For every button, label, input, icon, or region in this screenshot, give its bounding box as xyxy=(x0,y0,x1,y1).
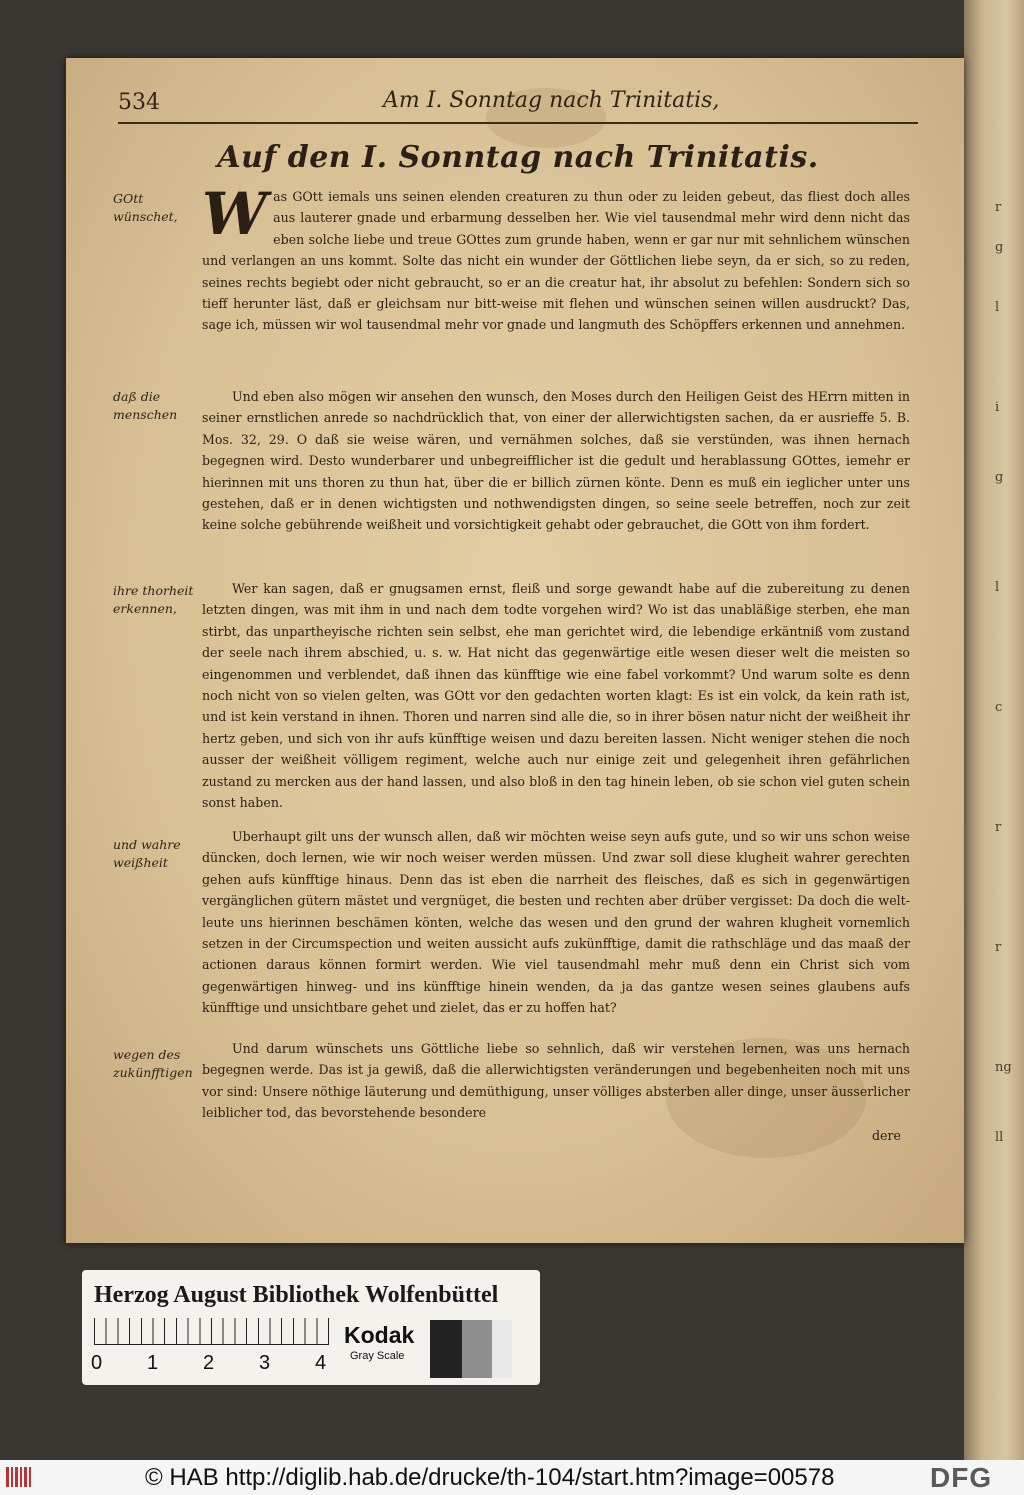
paragraph xyxy=(202,826,910,1019)
library-name: Herzog August Bibliothek Wolfenbüttel xyxy=(94,1282,499,1308)
edge-letter: ng xyxy=(995,1060,1012,1075)
paragraph xyxy=(202,180,910,336)
edge-letter: r xyxy=(995,940,1002,955)
ruler-scale xyxy=(94,1318,329,1345)
kodak-brand: Kodak xyxy=(344,1322,415,1348)
kodak-subtitle: Gray Scale xyxy=(350,1350,405,1362)
paragraph-text: Wer kan sagen, daß er gnugsamen ernst, fleiß und sorge gewandt habe auf die zubereitung zu denen letzten dingen, was mit ihm in und nach dem todte vorgehen wird? Wo ist das unabläßige sterben, ehe man stirbt, das unpartheyische richten sein selbst, ehe man gerichtet wird, die lebendige erkäntniß vom zustand der seele nach ihrem abschied, u. s. w. Hat nicht das gegenwärtige eitle wesen dieser welt die meisten so eingenommen und verblendet, daß ihnen das künfftige wie eine fabel vorkommt? Und warum solte es denn noch nicht von so vielen gelten, was GOtt vor den gedachten worten klagt: Es ist ein volck, da kein rath ist, und ist kein verstand in ihnen. Thoren und narren sind alle die, so in ihrer bösen natur nicht der weißheit ihr hertz geben, und sich von ihr aufs künfftige weisen und dazu bereiten lassen. Nicht weniger stehen die noch ausser der weißheit völligem regiment, welche auch nur einige zeit und gelegenheit ihren gefährlichen zustand zu mercken aus der hand lassen, und also bloß in den tag hinein leben, ob sie schon viel guten schein sonst haben. xyxy=(202,581,910,811)
barcode-icon xyxy=(6,1467,32,1487)
edge-letter: l xyxy=(995,580,1000,595)
adjacent-page-edge xyxy=(964,0,1024,1460)
margin-note: daß die menschen xyxy=(113,389,178,422)
ruler-number: 2 xyxy=(203,1352,215,1374)
edge-letter: r xyxy=(995,200,1002,215)
edge-letter: ll xyxy=(995,1130,1004,1145)
edge-letter: g xyxy=(995,240,1004,255)
gray-patch-dark xyxy=(430,1320,462,1378)
ruler-number: 3 xyxy=(259,1352,271,1374)
paragraph-text: Uberhaupt gilt uns der wunsch allen, daß wir möchten weise seyn aufs gute, und so wir uns schon weise düncken, doch lernen, wie wir noch weiser werden müssen. Und zwar soll diese klugheit wahrer gerechten gehen aufs künfftige hinaus. Denn das ist eben die narrheit des fleisches, daß es sich in gegenwärtigen vergänglichen gütern mästet und vergnüget, die besten und rechten aber drüber vergisset: Da doch die welt-leute uns hierinnen beschämen könten, welche das wesen und den grund der wahren klugheit vornemlich setzen in der Circumspection und weiten aussicht aufs zukünfftige, damit die rathschläge und das maaß der actionen daraus können formirt werden. Wie viel tausendmahl mehr muß denn ein Christ sich vom gegenwärtigen hinweg- und ins künfftige hinein wenden, da ja das gantze wesen seines glaubens aufs künfftige und unsichtbare gehet und zielet, das er zu hoffen hat? xyxy=(202,829,910,1016)
margin-note: GOtt wünschet, xyxy=(113,191,178,224)
gray-patch-light xyxy=(492,1320,512,1378)
margin-note: ihre thorheit erkennen, xyxy=(113,583,194,616)
page-header xyxy=(118,86,918,122)
paragraph-text: as GOtt iemals uns seinen elenden creaturen zu thun oder zu leiden gebeut, das fliest doch alles aus lauterer gnade und erbarmung desselben her. Wie viel tausendmal mehr wird denn nicht das eben solche liebe und treue GOttes zum grunde haben, wenn er gar nur mit sehnlichem wünschen und verlangen an uns kommt. Solte das nicht ein wunder der Göttlichen liebe seyn, da er sich, so zu reden, seines rechts begiebt oder nicht gebraucht, so er an die creatur hat, ihr absolut zu befehlen: Sondern sich so tieff herunter läst, daß er gleichsam nur bitt-weise mit flehen und wünschen seinen willen ausdruckt? Das, sage ich, müssen wir wol tausendmal mehr vor gnade und langmuth des Schöpffers erkennen und annehmen. xyxy=(202,189,910,333)
library-color-strip xyxy=(82,1270,540,1385)
paragraph xyxy=(202,1038,910,1124)
ruler-number: 4 xyxy=(315,1352,327,1374)
page-number: 534 xyxy=(118,90,160,115)
copyright-link[interactable]: © HAB http://diglib.hab.de/drucke/th-104/start.htm?image=00578 xyxy=(145,1464,835,1491)
page-title: Auf den I. Sonntag nach Trinitatis. xyxy=(217,140,819,175)
ruler-number: 0 xyxy=(91,1352,103,1374)
gray-patch-mid xyxy=(462,1320,492,1378)
edge-letter: i xyxy=(995,400,1000,415)
margin-note: und wahre weißheit xyxy=(113,837,181,870)
dfg-logo: DFG xyxy=(930,1462,993,1493)
ruler-number: 1 xyxy=(147,1352,159,1374)
edge-letter: l xyxy=(995,300,1000,315)
paragraph-text: Und darum wünschets uns Göttliche liebe so sehnlich, daß wir verstehen lernen, was uns hernach begegnen werde. Das ist ja gewiß, daß die allerwichtigsten veränderungen und begebenheiten noch mit uns vor sind: Unsere nöthige läuterung und demüthigung, unser völliges absterben aller dinge, unser äusserlicher leiblicher tod, das bevorstehende besondere xyxy=(202,1041,910,1121)
header-rule xyxy=(118,122,918,124)
edge-letter: r xyxy=(995,820,1002,835)
footer-bar xyxy=(0,1460,1024,1495)
paragraph xyxy=(202,578,910,813)
paragraph xyxy=(202,386,910,536)
edge-letter: g xyxy=(995,470,1004,485)
drop-cap: W xyxy=(202,180,268,248)
catchword: dere xyxy=(872,1128,901,1143)
edge-letter: c xyxy=(995,700,1003,715)
running-head: Am I. Sonntag nach Trinitatis, xyxy=(383,88,720,113)
margin-note: wegen des zukünfftigen xyxy=(113,1047,193,1080)
paragraph-text: Und eben also mögen wir ansehen den wunsch, den Moses durch den Heiligen Geist des HErrn mitten in seiner ernstlichen anrede so nachdrücklich that, von einer der allerwichtigsten sachen, da er ausrieffe 5. B. Mos. 32, 29. O daß sie weise wären, und vernähmen solches, daß sie verstünden, was ihnen hernach begegnen wird. Desto wunderbarer und unbegreifflicher ist die gedult und herablassung GOttes, iemehr er hierinnen mit uns thoren zu thun hat, über die er billich zürnen könte. Denn es muß ein ieglicher unter uns gestehen, daß er in denen wichtigsten und nothwendigsten dingen, so seine seele betreffen, noch zur zeit keine solche gebührende weißheit und vorsichtigkeit gehabt oder gebrauchet, die GOtt von ihm fordert. xyxy=(202,389,910,533)
